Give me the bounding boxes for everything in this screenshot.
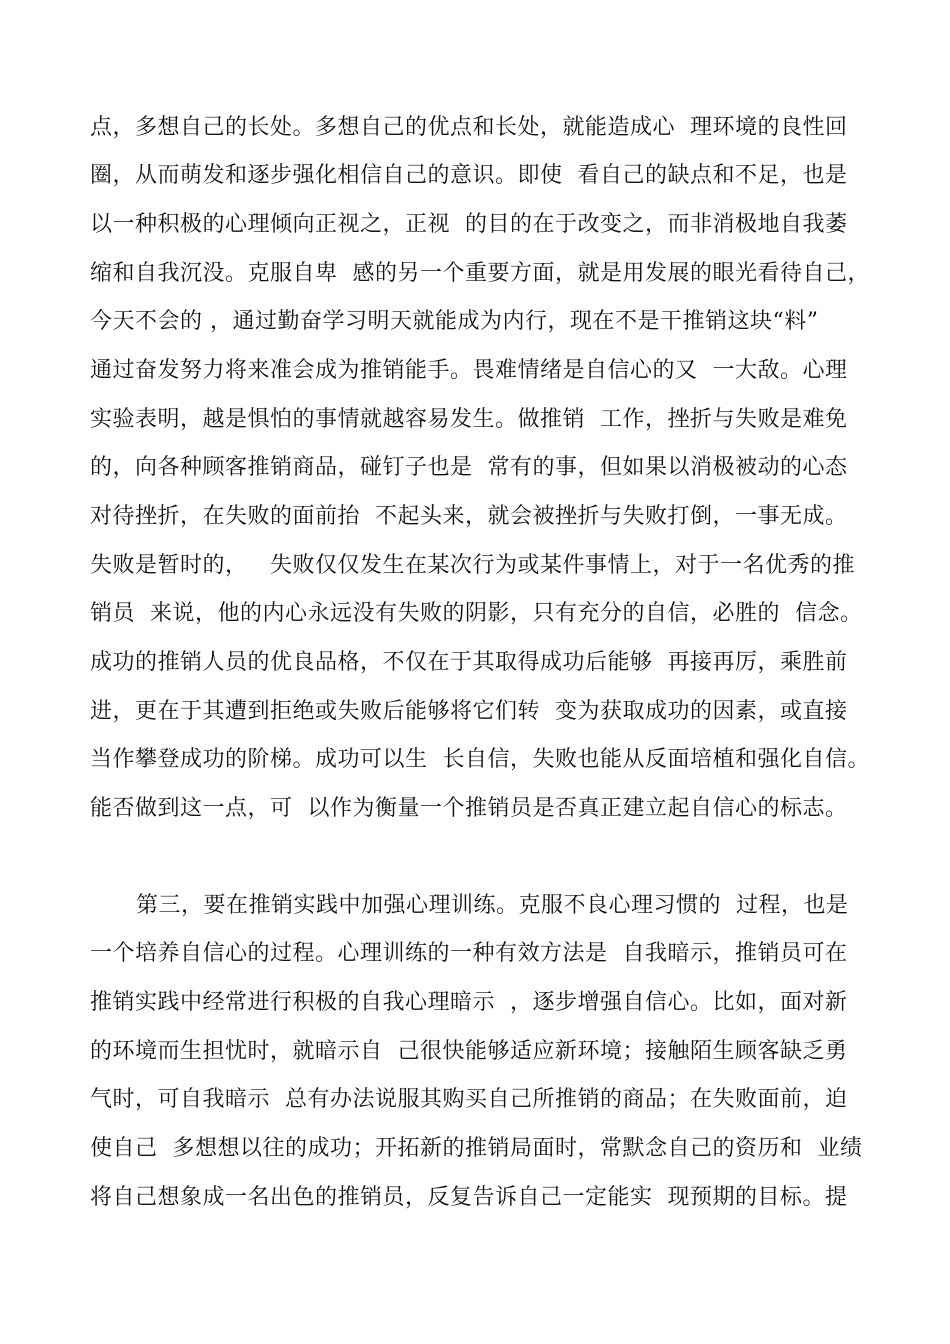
text-line: 第三，要在推销实践中加强心理训练。克服不良心理习惯的 过程，也是 <box>136 893 849 918</box>
text-line: 气时，可自我暗示 总有办法说服其购买自己所推销的商品；在失败面前，迫 <box>90 1087 848 1112</box>
text-line: 点，多想自己的长处。多想自己的优点和长处，就能造成心 理环境的良性回 <box>90 115 848 140</box>
text-line: 今天不会的 ，通过勤奋学习明天就能成为内行，现在不是干推销这块“料” <box>90 309 819 334</box>
text-line: 将自己想象成一名出色的推销员，反复告诉自己一定能实 现预期的目标。提 <box>90 1185 848 1210</box>
text-line: 的环境而生担忧时，就暗示自 己很快能够适应新环境；接触陌生顾客缺乏勇 <box>90 1039 848 1064</box>
text-line: 能否做到这一点，可 以作为衡量一个推销员是否真正建立起自信心的标志。 <box>90 796 848 821</box>
text-line: 销员 来说，他的内心永远没有失败的阴影，只有充分的自信，必胜的 信念。 <box>90 601 863 626</box>
text-line: 以一种积极的心理倾向正视之，正视 的目的在于改变之，而非消极地自我萎 <box>90 212 848 237</box>
text-line: 对待挫折，在失败的面前抬 不起头来，就会被挫折与失败打倒，一事无成。 <box>90 504 848 529</box>
text-line: 的，向各种顾客推销商品，碰钉子也是 常有的事，但如果以消极被动的心态 <box>90 455 848 480</box>
text-line: 当作攀登成功的阶梯。成功可以生 长自信，失败也能从反面培植和强化自信。 <box>90 747 870 772</box>
text-line: 圈，从而萌发和逐步强化相信自己的意识。即使 看自己的缺点和不足，也是 <box>90 163 848 188</box>
text-line: 使自己 多想想以往的成功；开拓新的推销局面时，常默念自己的资历和 业绩 <box>90 1136 863 1161</box>
text-line: 实验表明，越是惧怕的事情就越容易发生。做推销 工作，挫折与失败是难免 <box>90 407 848 432</box>
text-line: 推销实践中经常进行积极的自我心理暗示 ，逐步增强自信心。比如，面对新 <box>90 990 848 1015</box>
text-line: 一个培养自信心的过程。心理训练的一种有效方法是 自我暗示，推销员可在 <box>90 941 848 966</box>
text-line: 进，更在于其遭到拒绝或失败后能够将它们转 变为获取成功的因素，或直接 <box>90 699 848 724</box>
text-line: 成功的推销人员的优良品格，不仅在于其取得成功后能够 再接再厉，乘胜前 <box>90 650 848 675</box>
text-line: 缩和自我沉没。克服自卑 感的另一个重要方面，就是用发展的眼光看待自己， <box>90 261 870 286</box>
text-line: 通过奋发努力将来准会成为推销能手。畏难情绪是自信心的又 一大敌。心理 <box>90 358 848 383</box>
text-line: 失败是暂时的， 失败仅仅发生在某次行为或某件事情上，对于一名优秀的推 <box>90 553 855 578</box>
